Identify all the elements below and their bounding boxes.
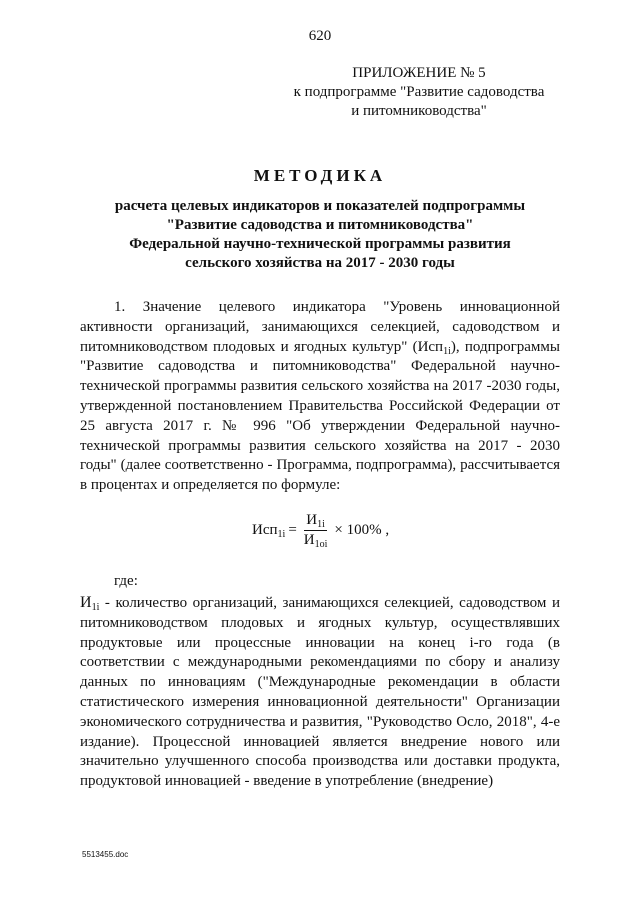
- formula-lhs: Исп$_{1i}$: [252, 522, 286, 540]
- paragraph-1-text-b: ), подпрограммы "Развитие садоводства и питомниководства" Федеральной научно-технической программы развития сельского хозяйства на 2017 -2030 годы, утвержденной постановлением Правительства Российской Федерации от 25 августа 2017 г. № 996 "Об утверждении Федеральной научно-технической программы развития сельского хозяйства на 2017 - 2030 годы" (далее соответственно - Программа, подпрограмма), рассчитывается в процентах и определяется по формуле:: [80, 338, 560, 494]
- subtitle-line-3: Федеральной научно-технической программы развития: [129, 236, 511, 252]
- paragraph-1-text-a: 1. Значение целевого индикатора "Уровень инновационной активности организаций, занимающихся селекцией, садоводством и питомниководством плодовых и ягодных культур" (Исп: [80, 299, 560, 355]
- document-subtitle: [100, 197, 540, 273]
- paragraph-1: [80, 298, 560, 496]
- appendix-line-2: к подпрограмме "Развитие садоводства: [293, 84, 545, 100]
- paragraph-1-subscript: 1i: [443, 345, 451, 357]
- paragraph-2: [80, 593, 560, 792]
- document-title: МЕТОДИКА: [253, 166, 387, 185]
- subtitle-line-1: расчета целевых индикаторов и показателей подпрограммы: [114, 198, 526, 214]
- formula: [252, 512, 389, 549]
- formula-rhs: × 100% ,: [334, 522, 390, 538]
- formula-denominator: $И_{1oi}$: [303, 532, 328, 550]
- appendix-line-3: и питомниководства": [351, 103, 487, 119]
- subtitle-line-4: сельского хозяйства на 2017 - 2030 годы: [185, 255, 455, 271]
- formula-numerator: $И_{1i}$: [306, 512, 325, 530]
- formula-fraction: [302, 512, 330, 549]
- page-number: 620: [308, 28, 332, 44]
- appendix-header: [290, 64, 548, 121]
- where-label: где:: [114, 573, 138, 589]
- footer-filename: 5513455.doc: [82, 850, 129, 859]
- appendix-line-1: ПРИЛОЖЕНИЕ № 5: [352, 65, 486, 81]
- definition-symbol: $И_{1i}$: [80, 594, 100, 613]
- formula-equals: =: [288, 522, 297, 538]
- definition-text: - количество организаций, занимающихся селекцией, садоводством и питомниководством плодовых и ягодных культур, осуществлявших продуктовые или процессные инновации на конец i-го года (в соответствии с международными рекомендациями по сбору и анализу данных по инновациям ("Международные рекомендации в области статистического измерения инновационной деятельности" Организации экономического сотрудничества и развития, "Руководство Осло, 2018", 4-е издание). Процессной инновацией является внедрение нового или значительно улучшенного способа производства или доставки продукта, продуктовой инновацией - введение в употребление (внедрение): [80, 595, 560, 790]
- subtitle-line-2: "Развитие садоводства и питомниководства": [166, 217, 474, 233]
